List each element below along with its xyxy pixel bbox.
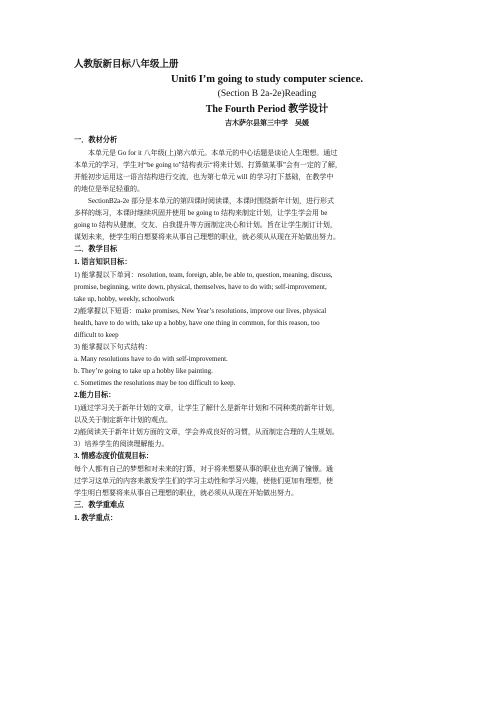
paragraph-line: health, have to do with, take up a hobby, have one thing in common, for this reason, too — [74, 319, 320, 327]
subheading-ability: 2.能力目标： — [74, 391, 116, 399]
paragraph-line: 每个人都有自己的梦想和对未来的打算，对于将来想要从事的职业也充满了憧憬。通 — [74, 465, 333, 473]
subheading-language-knowledge: 1. 语言知识目标： — [74, 258, 132, 266]
paragraph-line: take up, hobby, weekly, schoolwork — [74, 295, 175, 303]
paragraph-line: 的地位是举足轻重的。 — [74, 185, 144, 193]
subheading-teaching-focus: 1. 教学重点： — [74, 514, 118, 522]
lesson-plan — [74, 58, 424, 525]
paragraph-line: SectionB2a-2e 部分是本单元的第四课时阅读课，本课时围绕新年计划，进行形式 — [88, 197, 334, 205]
heading-teaching-objectives: 二．教学目标 — [74, 245, 118, 253]
paragraph-line: b. They’re going to take up a hobby like painting. — [74, 367, 213, 375]
book-title: 人教版新目标八年级上册 — [74, 60, 179, 70]
paragraph-line: 以及关于制定新年计划的观点。 — [74, 416, 172, 424]
section-title: (Section B 2a-2e)Reading — [217, 89, 317, 99]
unit-title: Unit6 I’m going to study computer science. — [170, 74, 363, 85]
heading-textbook-analysis: 一．教材分析 — [74, 136, 118, 144]
paragraph-line: 本单元的学习，学生对“be going to”结构表示“将来计划、打算做某事”会有一定的了解， — [74, 161, 342, 169]
paragraph-line: a. Many resolutions have to do with self-improvement. — [74, 355, 228, 363]
paragraph-line: 学生明白想要将来从事自己理想的职业，就必须从从现在开始做出努力。 — [74, 489, 298, 497]
paragraph-line: 3) 能掌握以下句式结构： — [74, 343, 152, 351]
paragraph-line: 2)能阅读关于新年计划方面的文章，学会养成良好的习惯，从而制定合理的人生规划。 — [74, 428, 339, 436]
paragraph-line: promise, beginning, write down, physical, themselves, have to do with; self-improvement, — [74, 283, 327, 291]
paragraph-line: 1)通过学习关于新年计划的文章，让学生了解什么是新年计划和不同种类的新年计划， — [74, 404, 339, 412]
period-title: The Fourth Period 教学设计 — [205, 104, 329, 115]
paragraph-line: 3）培养学生的阅读理解能力。 — [74, 440, 169, 448]
paragraph-line: 2)能掌握以下短语：make promises, New Year’s resolutions, improve our lives, physical — [74, 307, 327, 315]
paragraph-line: 1) 能掌握以下单词：resolution, team, foreign, able, be able to, question, meaning, discuss, — [74, 271, 333, 279]
heading-key-points: 三．教学重难点 — [74, 501, 125, 509]
paragraph-line: 过学习这单元的内容来激发学生们的学习主动性和学习兴趣，使他们更加有理想，使 — [74, 477, 333, 485]
author-line: 吉木萨尔县第三中学 吴媛 — [225, 119, 309, 127]
paragraph-line: going to 结构从健康，交友、自我提升等方面制定决心和计划。旨在让学生制订计划， — [74, 221, 337, 229]
paragraph-line: c. Sometimes the resolutions may be too difficult to keep. — [74, 379, 236, 387]
paragraph-line: difficult to keep — [74, 331, 119, 339]
paragraph-line: 并能初步运用这一语言结构进行交流，也为第七单元 will 的学习打下基础，在教学中 — [74, 173, 334, 181]
paragraph-line: 多样的练习，本课时继续巩固并使用 be going to 结构来制定计划，让学生学会用 be — [74, 209, 328, 217]
paragraph-line: 本单元是 Go for it 八年级(上)第六单元。本单元的中心话题是谈论人生理想。通过 — [88, 149, 338, 157]
subheading-values: 3. 情感态度价值观目标： — [74, 452, 154, 460]
paragraph-line: 谋划未来，使学生明白想要将来从事自己理想的职业，就必须从从现在开始做出努力。 — [74, 233, 340, 241]
